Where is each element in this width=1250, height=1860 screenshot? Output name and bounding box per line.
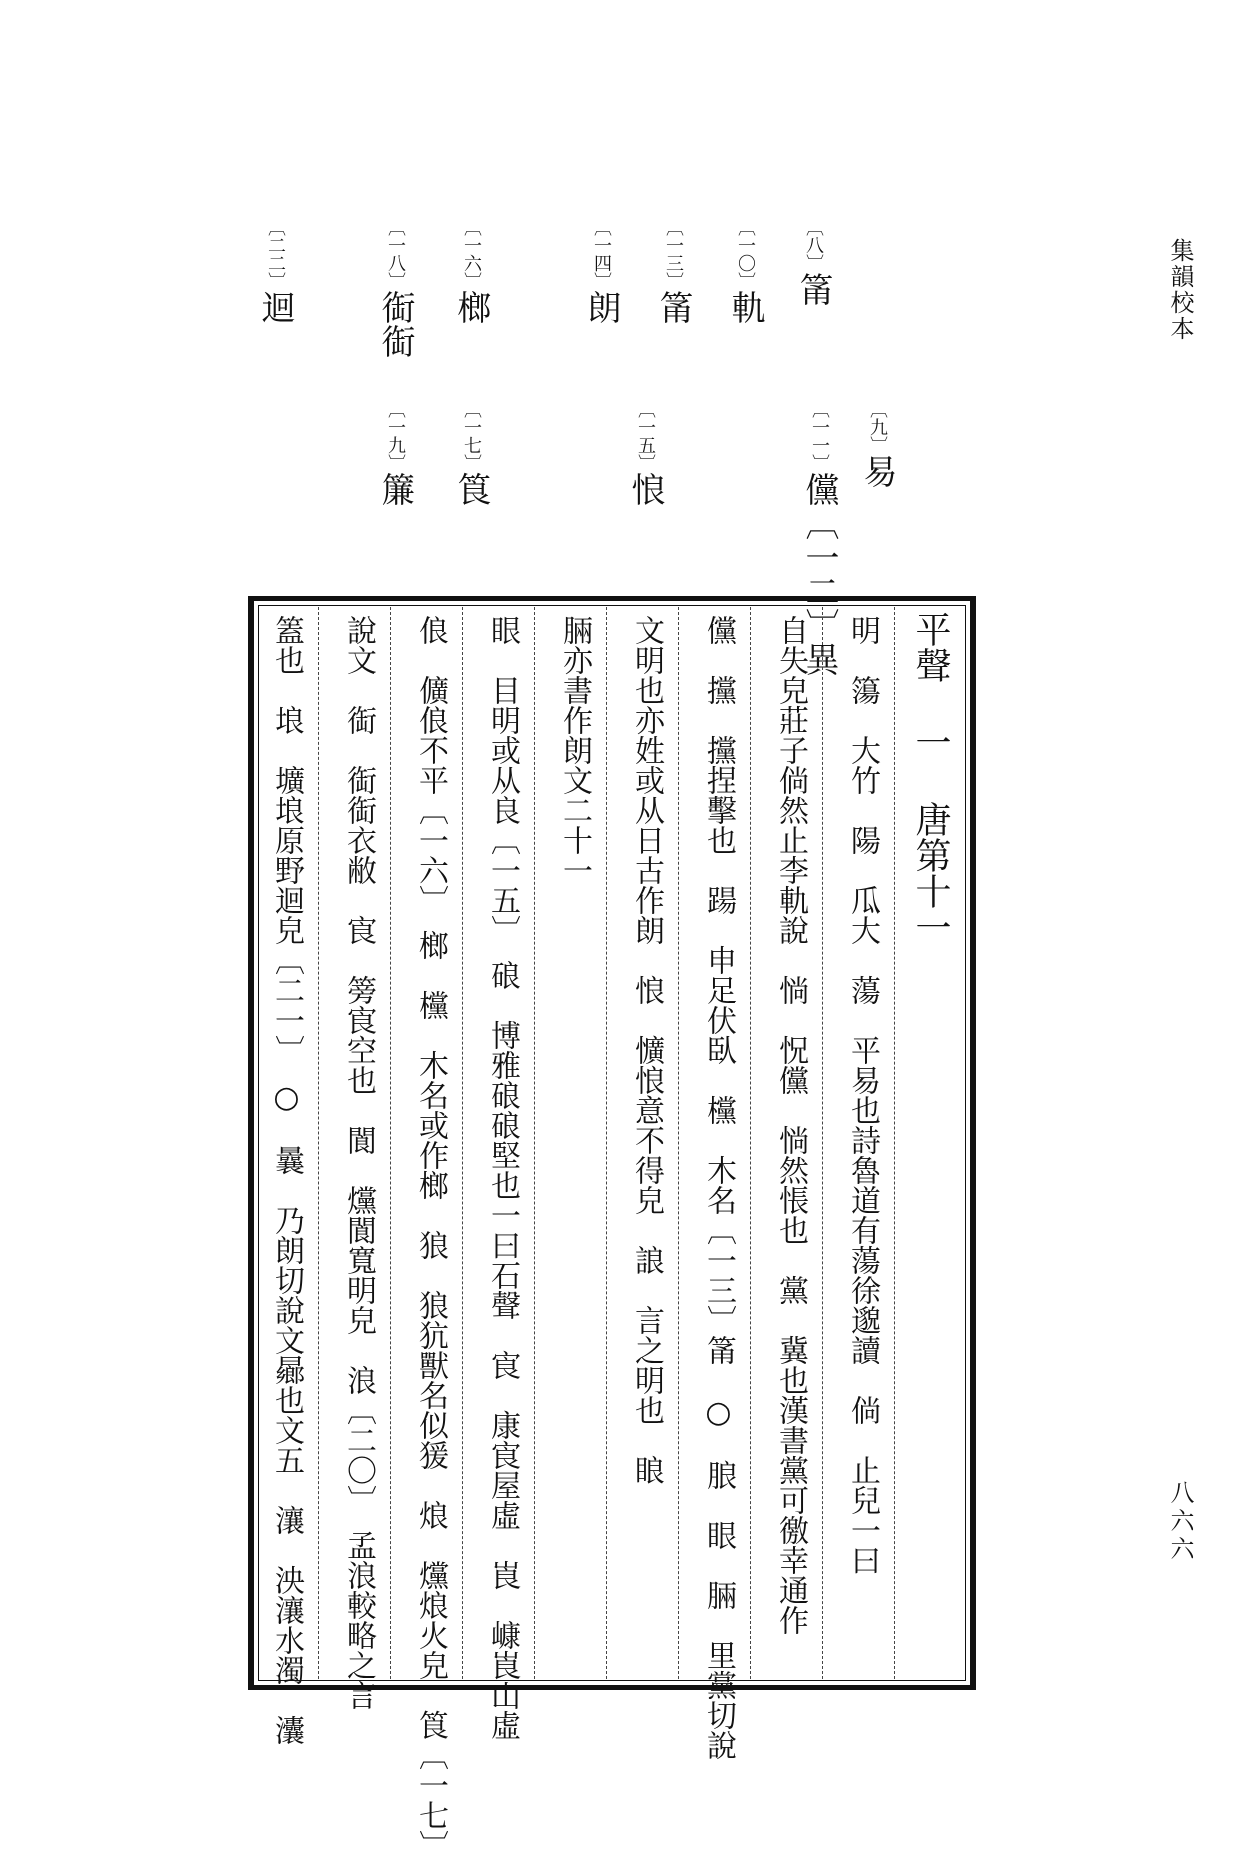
collation-note: 〔一五〕悢 — [625, 400, 665, 506]
text-column: 文明也亦姓或从日古作朗 悢 懭悢意不得皃 誏 言之明也 䀶 — [629, 615, 664, 1485]
collation-note: 〔二二〕迴 — [255, 218, 295, 324]
collation-note: 〔一九〕簾 — [375, 400, 415, 506]
running-title: 集韻校本 — [1166, 238, 1194, 342]
main-text-block — [248, 596, 976, 1860]
text-column: 篕也 埌 壙埌原野迴皃〔二一〕 ○ 曩 乃朗切說文曏也文五 瀼 泱瀼水濁 灢 — [269, 615, 304, 1745]
collation-note: 〔八〕筩 — [793, 218, 833, 306]
collation-note: 〔一七〕筤 — [451, 400, 491, 506]
text-column: 明 簜 大竹 陽 瓜大 蕩 平易也詩魯道有蕩徐邈讀 倘 止兒一曰 — [845, 615, 880, 1575]
page-number: 八六六 — [1166, 1480, 1194, 1564]
collation-note: 〔一三〕筩 — [653, 218, 693, 324]
collation-note: 〔一四〕朗 — [581, 218, 621, 324]
side-label: 平聲 一 唐第十一 — [910, 611, 951, 945]
text-column: 眼 目明或从良〔一五〕 硠 博雅硠硠堅也一曰石聲 㝗 康㝗屋虛 崀 嵻崀山虛 — [485, 615, 520, 1740]
text-column: 俍 儣俍不平〔一六〕 榔 欓 木名或作榔 狼 狼犺獸名似猨 烺 爣烺火皃 筤〔一七〕 — [413, 615, 448, 1860]
collation-note: 〔一一〕儻〔一二〕異 — [799, 400, 839, 676]
text-column: 自失皃莊子倘然止李軌說 惝 怳儻 惝然悵也 黨 冀也漢書黨可徼幸通作 — [773, 615, 808, 1635]
collation-note: 〔一〇〕軌 — [725, 218, 765, 324]
text-column: 脼亦書作朗文二十一 — [557, 615, 592, 885]
text-column: 說文 䘖 䘖䘖衣敝 㝗 篣㝗空也 閬 爣閬寬明皃 浪〔二〇〕 孟浪較略之言 — [341, 615, 376, 1710]
text-column: 儻 攩 攩捏擊也 踼 申足伏臥 欓 木名〔一三〕筩 ○ 朖 眼 脼 里黨切說 — [701, 615, 736, 1760]
collation-note: 〔九〕易 — [857, 400, 897, 488]
collation-note: 〔一六〕榔 — [451, 218, 491, 324]
collation-note: 〔一八〕䘖䘖 — [375, 218, 415, 358]
